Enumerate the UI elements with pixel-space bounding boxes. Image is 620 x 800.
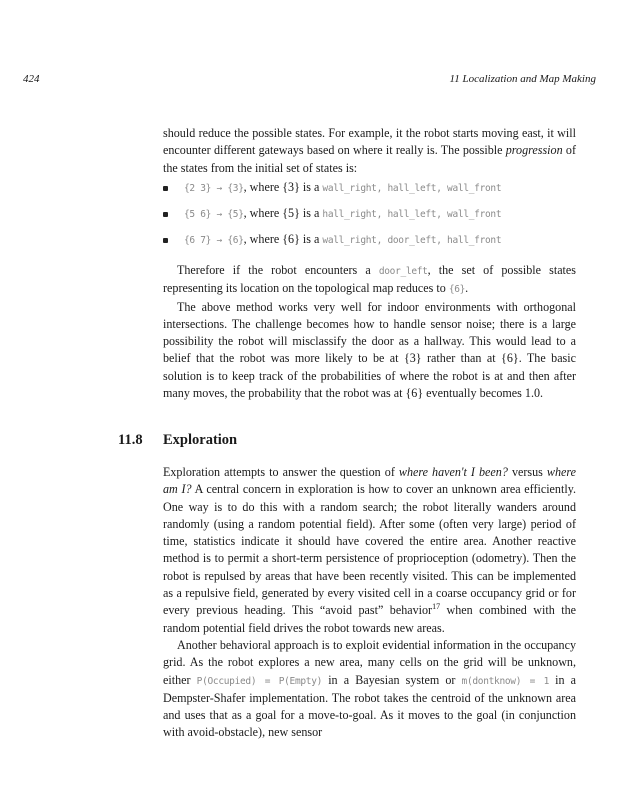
bullet-mid: , where {3} is a bbox=[243, 180, 323, 194]
intro-text-end: of the states from the initial set of states is: bbox=[163, 143, 576, 175]
behavioral-mid: in a Bayesian system or bbox=[322, 672, 462, 687]
footnote-marker: 17 bbox=[432, 602, 441, 612]
therefore-term: door_left bbox=[378, 266, 428, 277]
bullet-formula: {5 6} → {5} bbox=[184, 209, 244, 220]
question-1: where haven't I been? bbox=[398, 465, 508, 479]
therefore-set: {6} bbox=[448, 284, 466, 296]
section-number: 11.8 bbox=[118, 432, 143, 448]
intro-text: should reduce the possible states. For example, it the robot starts moving east, it will encounter different gateways based on where it really is. The possible bbox=[163, 126, 576, 158]
bullet-dot bbox=[163, 238, 168, 243]
behavioral-post: in a Dempster-Shafer implementation. The robot takes the centroid of the unknown area and uses that as a goal for a move-to-goal. As it moves to the goal (in conjunction with avoid-obstacle), new sensor bbox=[163, 672, 577, 740]
page-number: 424 bbox=[23, 73, 40, 85]
bullet-terms: wall_right, hall_left, wall_front bbox=[322, 183, 502, 194]
bullet-terms: hall_right, hall_left, wall_front bbox=[322, 209, 502, 220]
bullet-mid: , where {5} is a bbox=[243, 206, 323, 220]
exploration-end: when combined with the random potential field drives the robot towards new areas. bbox=[163, 603, 576, 635]
running-title: 11 Localization and Map Making bbox=[449, 73, 596, 85]
intro-emph: progression bbox=[505, 143, 563, 158]
localization-paragraphs bbox=[163, 262, 576, 402]
method-paragraph: The above method works very well for indoor environments with orthogonal intersections. The challenge becomes how to handle sensor noise; there is a large possibility the robot will misclassify the door as a hallway. This would lead to a belief that the robot was more likely to be at {3} rather than at {6}. The basic solution is to keep track of the probabilities of where the robot is at and then after many moves, the probability that the robot was at {6} eventually becomes 1.0. bbox=[163, 299, 576, 401]
therefore-end: . bbox=[465, 281, 469, 296]
exploration-paragraphs bbox=[163, 464, 576, 742]
therefore-mid: , the set of possible states representing its location on the topological map reduces to bbox=[163, 263, 576, 296]
bayes-formula: P(Occupied) = P(Empty) bbox=[196, 675, 323, 687]
ds-formula: m(dontknow) = 1 bbox=[461, 675, 550, 687]
bullet-dot bbox=[163, 186, 168, 191]
behavioral-pre: Another behavioral approach is to exploit evidential information in the occupancy grid. As the robot explores a new area, many cells on the grid will be unknown, either bbox=[163, 637, 576, 687]
exploration-paragraph bbox=[163, 464, 576, 637]
bullet-formula: {2 3} → {3} bbox=[184, 183, 244, 194]
bullet-formula: {6 7} → {6} bbox=[184, 235, 244, 246]
question-2: where am I? bbox=[163, 465, 576, 497]
bullet-item bbox=[163, 180, 501, 195]
bullet-item bbox=[163, 206, 501, 221]
therefore-paragraph bbox=[163, 262, 576, 299]
bullet-terms: wall_right, door_left, hall_front bbox=[322, 235, 502, 246]
exploration-pre: Exploration attempts to answer the question of bbox=[163, 465, 399, 479]
bullet-item bbox=[163, 232, 501, 247]
intro-paragraph bbox=[163, 125, 576, 177]
therefore-pre: Therefore if the robot encounters a bbox=[177, 263, 379, 277]
bullet-dot bbox=[163, 212, 168, 217]
exploration-mid: versus bbox=[507, 465, 547, 479]
behavioral-paragraph bbox=[163, 637, 576, 742]
section-title: Exploration bbox=[163, 432, 238, 448]
bullet-mid: , where {6} is a bbox=[243, 232, 323, 246]
exploration-post: A central concern in exploration is how to cover an unknown area efficiently. One way is to do this with a random search; the robot literally wanders around randomly (using a random potential field). After some (often very large) period of time, statistics indicate it should have covered the entire area. Another reactive method is to permit a short-term persistence of proprioception (odometry). Then the robot is repulsed by areas that have been recently visited. This can be implemented as a repulsive field, generated by every visited cell in a coarse occupancy grid or for every previous heading. This “avoid past” behavior bbox=[163, 482, 576, 618]
